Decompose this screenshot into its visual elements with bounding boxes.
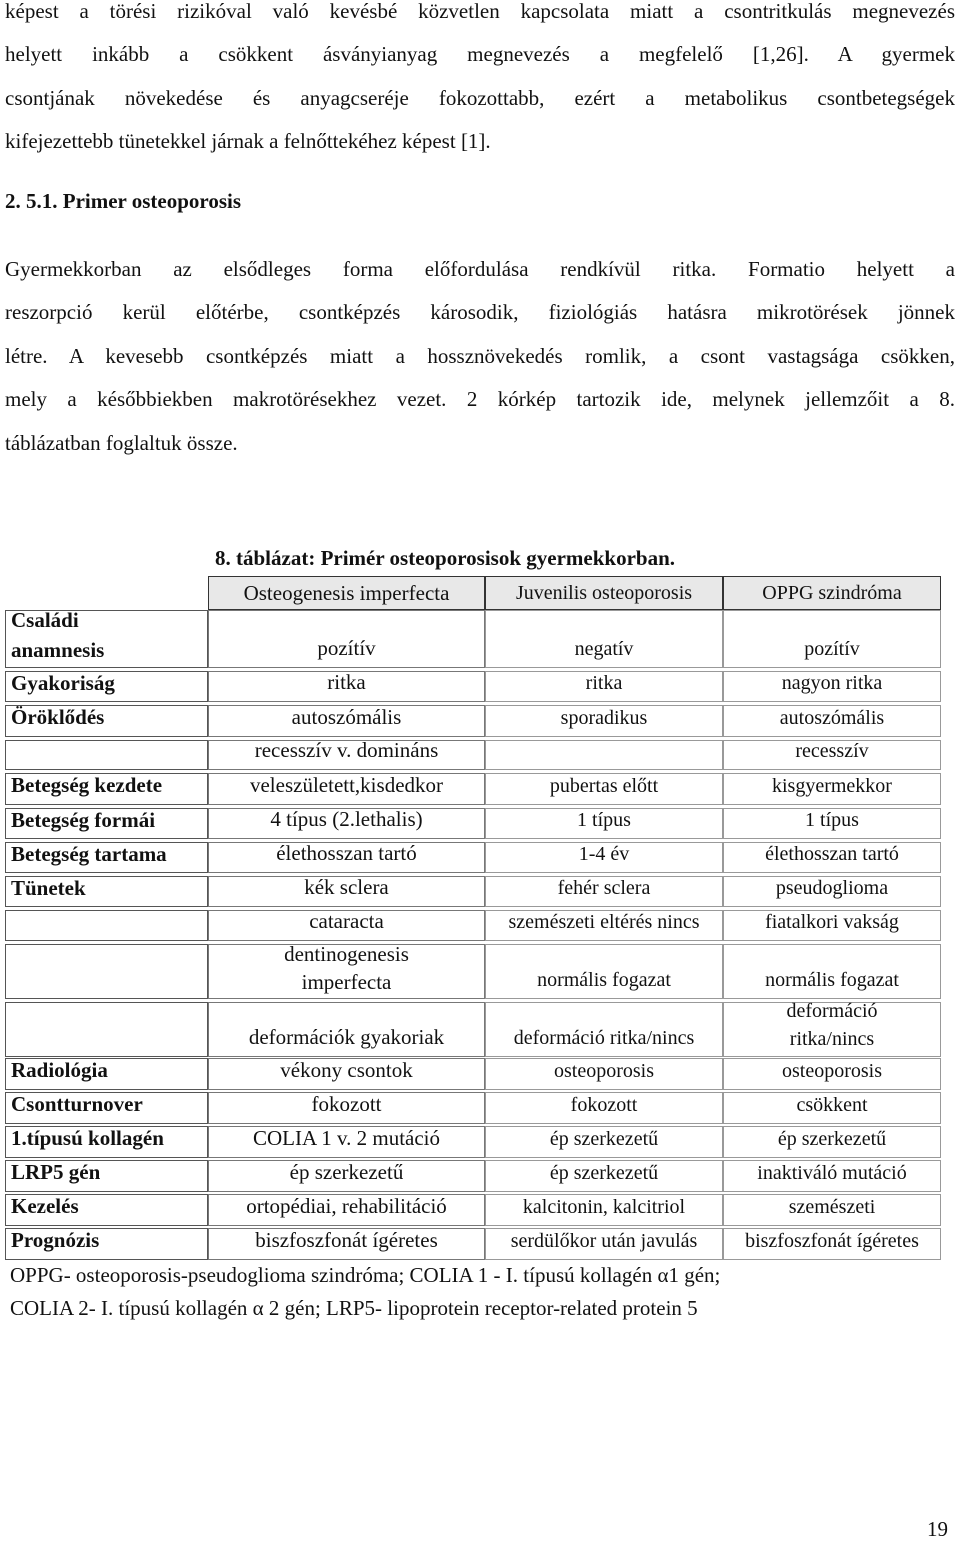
table-cell-text: pozítív: [317, 636, 376, 660]
table-cell-text: ortopédiai, rehabilitáció: [246, 1194, 447, 1218]
row-label: Gyakoriság: [11, 670, 115, 695]
table-cell-text: 1 típus: [577, 809, 631, 831]
table-cell-text: kék sclera: [304, 875, 389, 899]
row-label: Radiológia: [11, 1058, 108, 1082]
table-cell-text: pseudoglioma: [775, 877, 889, 899]
table-cell-text: sporadikus: [560, 707, 648, 729]
page-number: 19: [927, 1517, 948, 1541]
table-cell-text: élethosszan tartó: [765, 843, 899, 865]
table-cell-text: deformáció ritka/nincs: [513, 1027, 695, 1049]
row-label: anamnesis: [11, 638, 105, 662]
table-cell-text: COLIA 1 v. 2 mutáció: [252, 1126, 441, 1150]
row-label: Betegség formái: [11, 807, 156, 832]
text-line: Gyermekkorban az elsődleges forma előfordulása rendkívül ritka. Formatio helyett a: [5, 257, 955, 281]
text-line: létre. A kevesebb csontképzés miatt a hossznövekedés romlik, a csont vastagsága csökken,: [5, 343, 955, 368]
table-cell-text: serdülőkor után javulás: [510, 1230, 698, 1252]
row-label-cell: [5, 944, 208, 999]
table-cell-text: fiatalkori vakság: [765, 911, 899, 933]
table-caption: 8. táblázat: Primér osteoporosisok gyermekkorban.: [215, 546, 676, 570]
table-cell-text: inaktiváló mutáció: [757, 1162, 907, 1184]
table-cell-text: ép szerkezetű: [549, 1128, 659, 1150]
footnote-line: OPPG- osteoporosis-pseudoglioma szindróma; COLIA 1 - I. típusú kollagén α1 gén;: [10, 1263, 721, 1287]
table-cell-text: pozítív: [804, 638, 860, 660]
table-cell-text: dentinogenesis: [284, 942, 409, 966]
table-cell-text: ritka: [327, 670, 366, 694]
table-cell-text: autoszómális: [779, 707, 885, 729]
table-cell-text: biszfoszfonát ígéretes: [255, 1228, 438, 1252]
text-line: képest a törési rizikóval való kevésbé közvetlen kapcsolata miatt a csontritkulás megnevezés: [5, 0, 955, 23]
table-cell-text: deformáció: [786, 1000, 878, 1022]
table-cell-text: fokozott: [311, 1092, 382, 1116]
table-cell: [485, 740, 723, 770]
table-cell-text: veleszületett,kisdedkor: [249, 773, 444, 797]
table-cell-text: ritka/nincs: [789, 1028, 875, 1050]
table-cell-text: normális fogazat: [765, 969, 899, 991]
text-line: kifejezettebb tünetekkel járnak a felnőttekéhez képest [1].: [5, 129, 491, 154]
table-cell-text: imperfecta: [301, 970, 392, 994]
row-label-cell: [5, 740, 208, 770]
table-cell-text: recesszív: [795, 740, 869, 762]
table-cell-text: ép szerkezetű: [549, 1162, 659, 1184]
column-header: Osteogenesis imperfecta: [208, 576, 485, 610]
row-label: Betegség kezdete: [11, 773, 163, 797]
table-cell-text: fokozott: [570, 1094, 638, 1116]
row-label: Tünetek: [11, 875, 86, 900]
table-cell-text: élethosszan tartó: [276, 841, 417, 865]
row-label: Betegség tartama: [11, 841, 167, 866]
table-cell-text: deformációk gyakoriak: [248, 1025, 445, 1049]
table-cell-text: ritka: [585, 672, 623, 694]
table-cell-text: ép szerkezetű: [777, 1128, 887, 1150]
row-label-cell: [5, 910, 208, 941]
table-cell-text: csökkent: [796, 1094, 868, 1116]
row-label: LRP5 gén: [11, 1160, 101, 1184]
text-line: helyett inkább a csökkent ásványianyag megnevezés a megfelelő [1,26]. A gyermek: [5, 42, 955, 67]
table-cell-text: vékony csontok: [280, 1058, 413, 1082]
table-cell-text: 1-4 év: [578, 843, 630, 865]
table-cell-text: nagyon ritka: [781, 672, 883, 694]
text-line: táblázatban foglaltuk össze.: [5, 430, 238, 455]
table-cell-text: ép szerkezetű: [289, 1160, 404, 1184]
row-label: 1.típusú kollagén: [11, 1126, 164, 1150]
table-cell-text: osteoporosis: [554, 1060, 654, 1082]
row-label: Családi: [11, 608, 79, 632]
row-label: Öröklődés: [11, 705, 105, 729]
table-cell-text: normális fogazat: [537, 969, 671, 991]
table-cell-text: szemészeti eltérés nincs: [508, 911, 700, 933]
table-cell-text: 1 típus: [805, 809, 859, 831]
row-label-cell: [5, 1002, 208, 1057]
table-cell-text: osteoporosis: [782, 1060, 882, 1082]
table-cell-text: pubertas előtt: [549, 775, 659, 797]
table-cell-text: autoszómális: [291, 705, 402, 729]
row-label: Kezelés: [11, 1194, 79, 1218]
table-cell-text: kalcitonin, kalcitriol: [522, 1196, 686, 1218]
text-line: csontjának növekedése és anyagcseréje fokozottabb, ezért a metabolikus csontbetegségek: [5, 85, 955, 110]
column-header: Juvenilis osteoporosis: [485, 576, 723, 610]
row-label: Prognózis: [11, 1228, 100, 1252]
table-cell-text: biszfoszfonát ígéretes: [745, 1230, 919, 1252]
footnote-line: COLIA 2- I. típusú kollagén α 2 gén; LRP5- lipoprotein receptor-related protein 5: [10, 1296, 698, 1320]
text-line: mely a későbbiekben makrotörésekhez vezet. 2 kórkép tartozik ide, melynek jellemzőit a 8.: [5, 387, 955, 412]
table-cell-text: cataracta: [309, 909, 384, 933]
section-heading: 2. 5.1. Primer osteoporosis: [5, 189, 242, 213]
table-cell-text: szemészeti: [788, 1196, 876, 1218]
table-cell-text: 4 típus (2.lethalis): [270, 807, 423, 831]
column-header: OPPG szindróma: [723, 576, 941, 610]
row-label: Csontturnover: [11, 1092, 143, 1116]
table-cell-text: negatív: [574, 638, 634, 660]
text-line: reszorpció kerül előtérbe, csontképzés károsodik, fiziológiás hatásra mikrotörések jönnek: [5, 300, 955, 325]
table-cell-text: fehér sclera: [557, 877, 651, 899]
table-cell-text: recesszív v. domináns: [254, 738, 439, 762]
table-cell-text: kisgyermekkor: [772, 775, 892, 797]
